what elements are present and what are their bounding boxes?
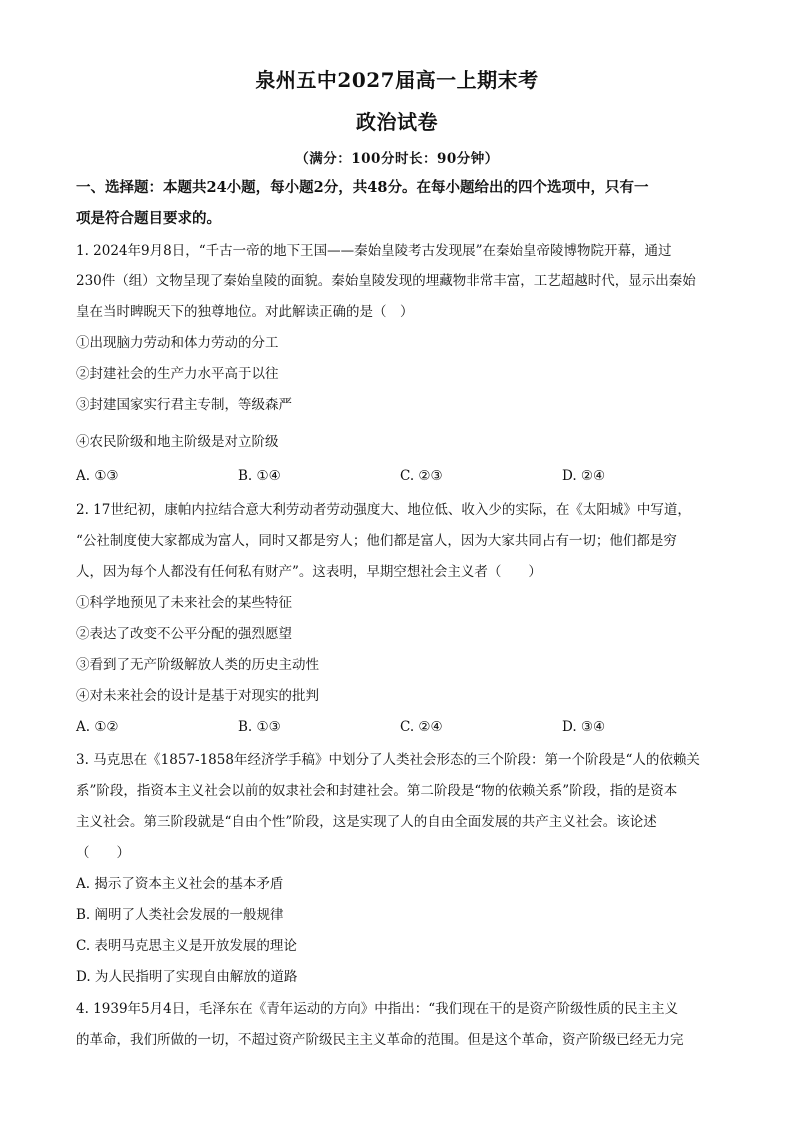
q2-statement-2: ②表达了改变不公平分配的强烈愿望: [76, 626, 292, 642]
q1-option-a[interactable]: A. ①③: [76, 468, 119, 484]
q1-stem-line-1: 1. 2024年9月8日，“千古一帝的地下王国——秦始皇陵考古发现展”在秦始皇帝陵博物院开幕，通过: [76, 243, 672, 259]
q2-option-c[interactable]: C. ②④: [400, 719, 443, 735]
section-heading-line-1: 一、选择题：本题共24小题，每小题2分，共48分。在每小题给出的四个选项中，只有一: [76, 179, 649, 196]
q2-stem-line-1: 2. 17世纪初，康帕内拉结合意大利劳动者劳动强度大、地位低、收入少的实际，在《太阳城》中写道，: [76, 502, 691, 518]
q3-option-b[interactable]: B. 阐明了人类社会发展的一般规律: [76, 907, 284, 923]
q3-option-d[interactable]: D. 为人民指明了实现自由解放的道路: [76, 969, 298, 985]
q2-statement-1: ①科学地预见了未来社会的某些特征: [76, 595, 292, 611]
q4-stem-line-2: 的革命，我们所做的一切，不超过资产阶级民主主义革命的范围。但是这个革命，资产阶级已经无力完: [76, 1032, 684, 1048]
q1-statement-4: ④农民阶级和地主阶级是对立阶级: [76, 434, 279, 450]
section-heading-line-2: 项是符合题目要求的。: [76, 210, 221, 227]
q1-statement-2: ②封建社会的生产力水平高于以往: [76, 366, 279, 382]
q3-stem-line-2: 系”阶段，指资本主义社会以前的奴隶社会和封建社会。第二阶段是“物的依赖关系”阶段，指的是资本: [76, 783, 678, 799]
exam-info: （满分：100分时长：90分钟）: [295, 151, 499, 167]
q1-option-b[interactable]: B. ①④: [238, 468, 281, 484]
q3-option-c[interactable]: C. 表明马克思主义是开放发展的理论: [76, 938, 297, 954]
q3-stem-line-4: （ ）: [76, 845, 130, 861]
q2-option-d[interactable]: D. ③④: [562, 719, 606, 735]
q2-statement-3: ③看到了无产阶级解放人类的历史主动性: [76, 657, 319, 673]
q1-statement-3: ③封建国家实行君主专制，等级森严: [76, 397, 292, 413]
q1-statement-1: ①出现脑力劳动和体力劳动的分工: [76, 335, 279, 351]
q3-option-a[interactable]: A. 揭示了资本主义社会的基本矛盾: [76, 876, 284, 892]
q2-option-a[interactable]: A. ①②: [76, 719, 119, 735]
q1-option-d[interactable]: D. ②④: [562, 468, 606, 484]
q1-stem-line-2: 230件（组）文物呈现了秦始皇陵的面貌。秦始皇陵发现的埋藏物非常丰富，工艺超越时代，显示出秦始: [76, 273, 696, 289]
q2-stem-line-2: “公社制度使大家都成为富人，同时又都是穷人；他们都是富人，因为大家共同占有一切；他们都是穷: [76, 533, 677, 549]
q3-stem-line-1: 3. 马克思在《1857-1858年经济学手稿》中划分了人类社会形态的三个阶段：第一个阶段是“人的依赖关: [76, 752, 700, 768]
q4-stem-line-1: 4. 1939年5月4日，毛泽东在《青年运动的方向》中指出：“我们现在干的是资产阶级性质的民主主义: [76, 1001, 679, 1017]
q1-stem-line-3: 皇在当时睥睨天下的独尊地位。对此解读正确的是（ ）: [76, 304, 414, 320]
exam-subject: 政治试卷: [356, 110, 438, 134]
exam-title: 泉州五中2027届高一上期末考: [255, 68, 539, 92]
q1-option-c[interactable]: C. ②③: [400, 468, 443, 484]
q2-stem-line-3: 人，因为每个人都没有任何私有财产”。这表明，早期空想社会主义者（ ）: [76, 564, 542, 580]
q2-option-b[interactable]: B. ①③: [238, 719, 281, 735]
q3-stem-line-3: 主义社会。第三阶段就是“自由个性”阶段，这是实现了人的自由全面发展的共产主义社会。该论述: [76, 814, 657, 830]
q2-statement-4: ④对未来社会的设计是基于对现实的批判: [76, 688, 319, 704]
